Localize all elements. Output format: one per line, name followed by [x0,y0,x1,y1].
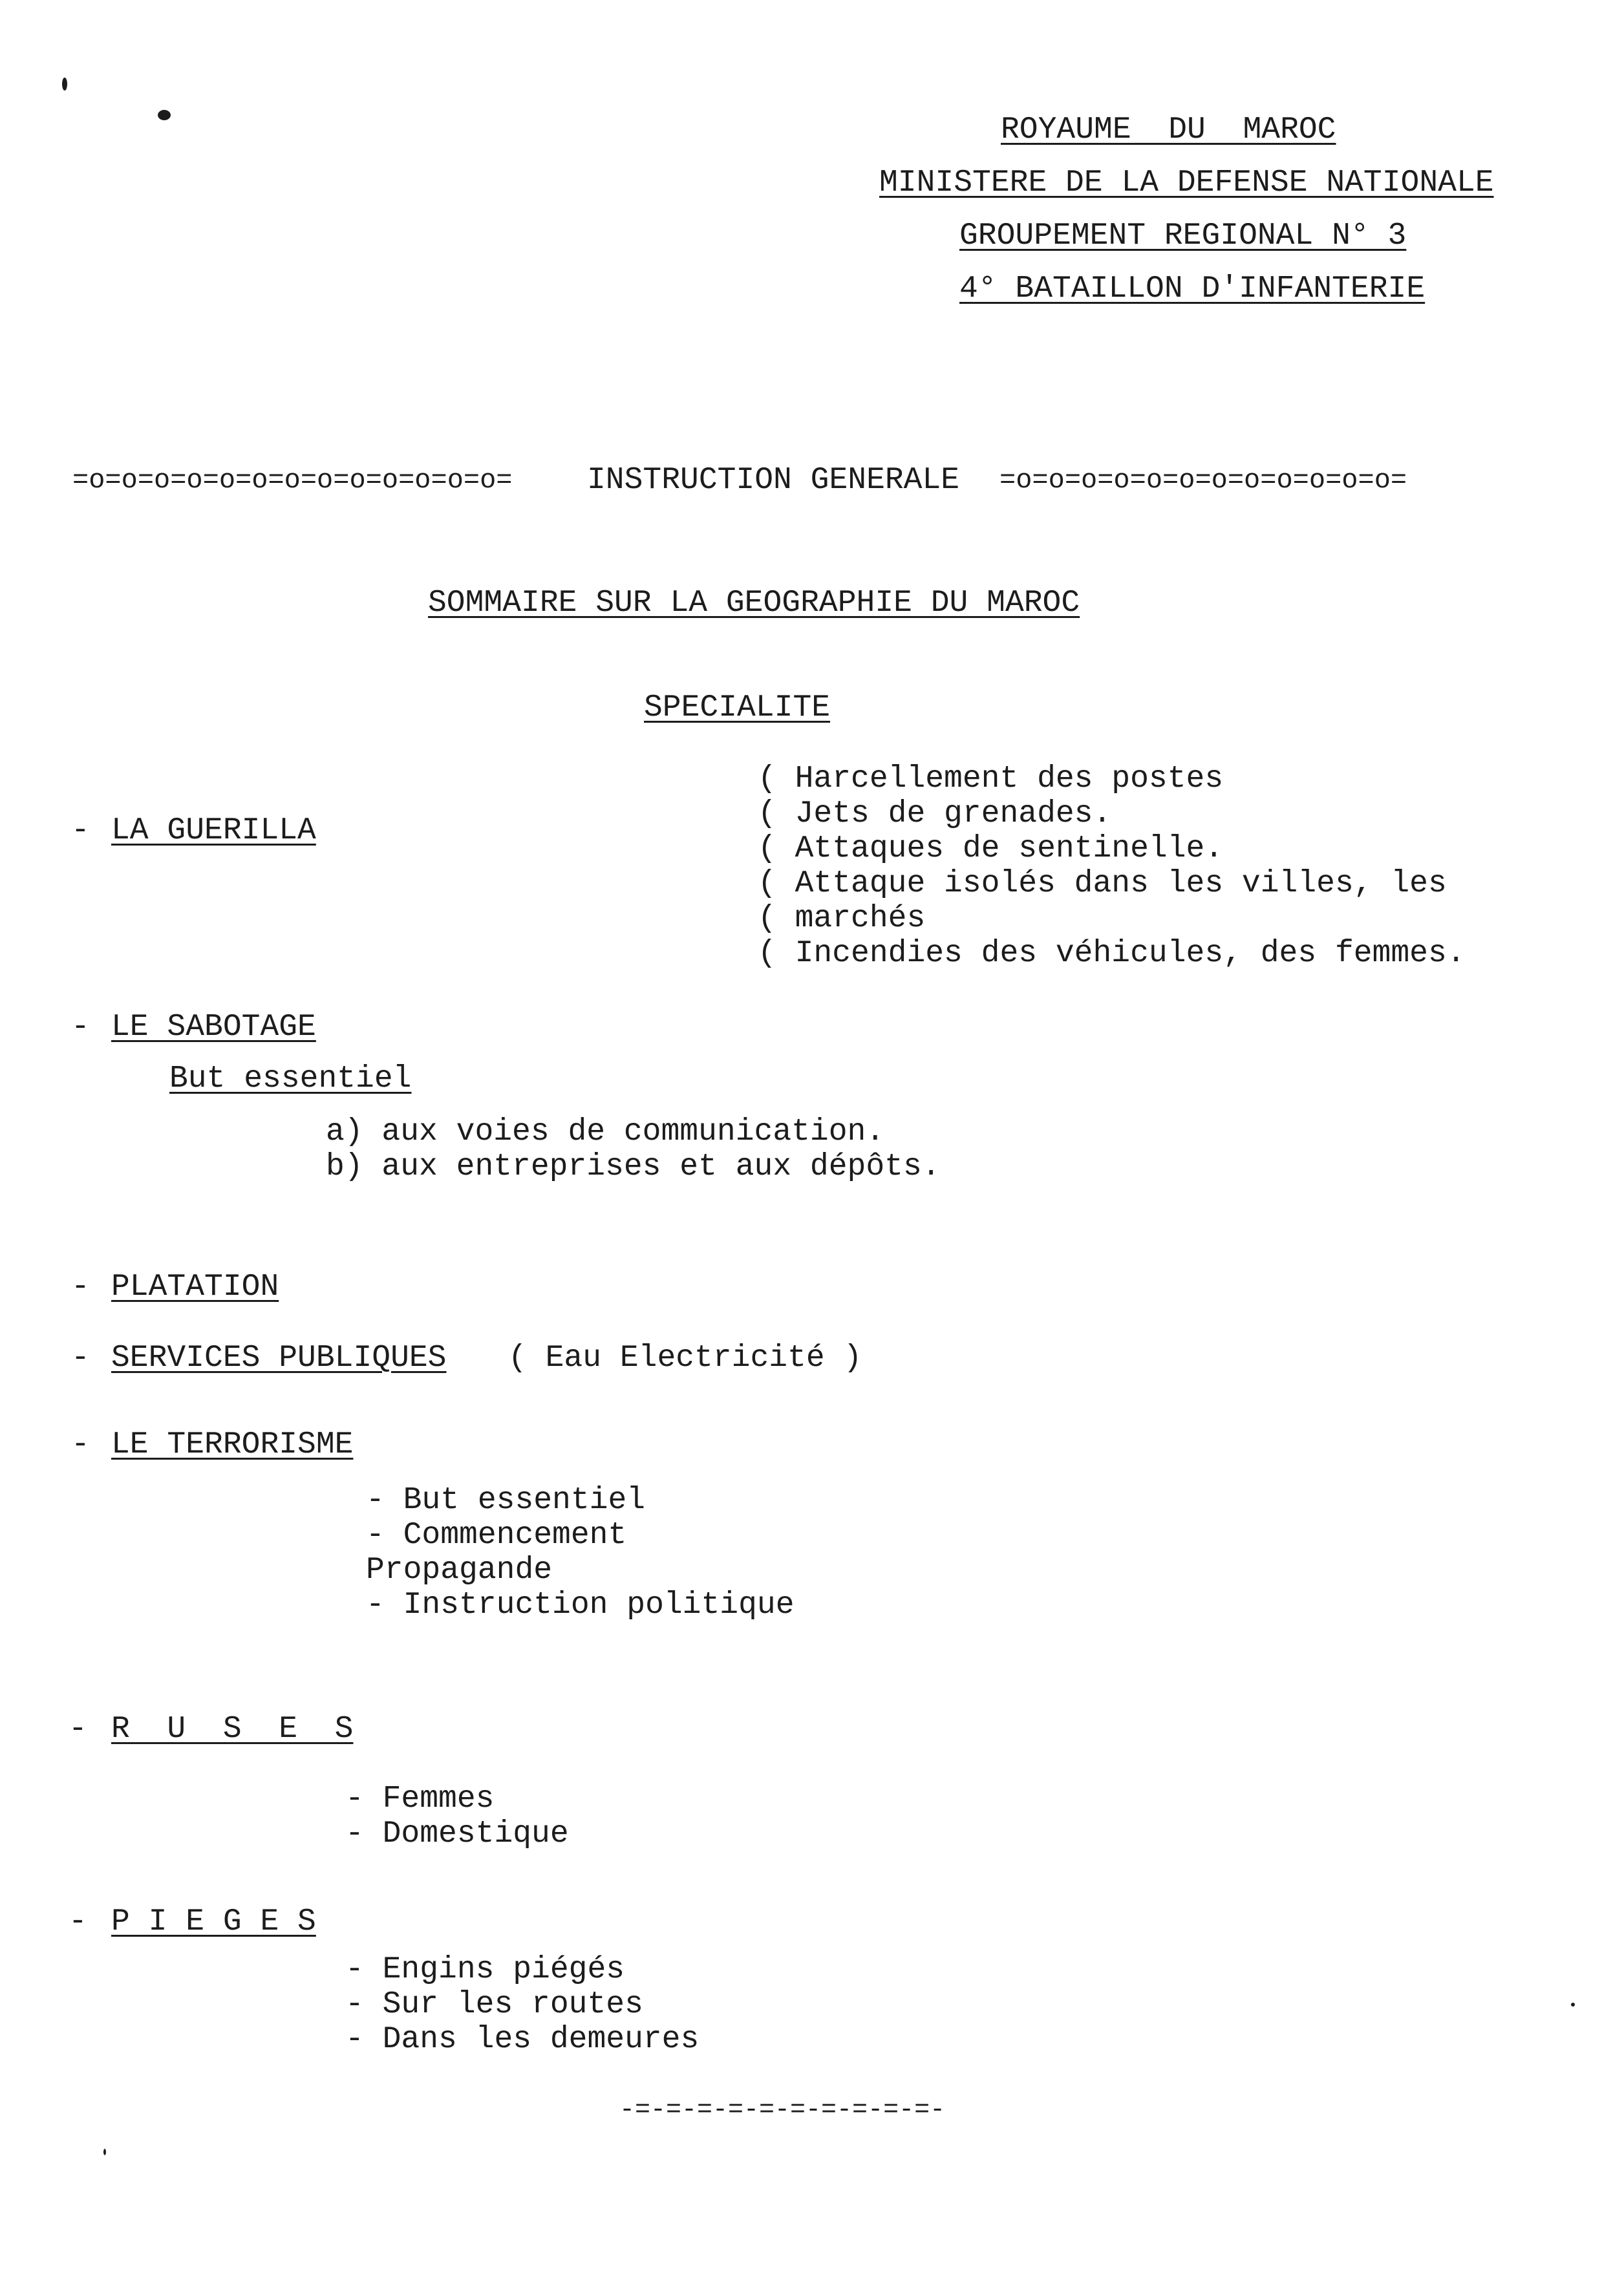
guerilla-item: ( marchés [758,901,926,936]
pieges-item: - Sur les routes [345,1987,643,2022]
pieges-title: P I E G E S [111,1904,316,1939]
guerilla-item: ( Attaques de sentinelle. [758,831,1224,866]
platation-title: PLATATION [111,1270,279,1305]
guerilla-item: ( Jets de grenades. [758,796,1112,831]
ruses-item: - Domestique [345,1816,569,1851]
pieges-item: - Dans les demeures [345,2022,700,2057]
terrorisme-title: LE TERRORISME [111,1427,354,1462]
header-ministry: MINISTERE DE LA DEFENSE NATIONALE [879,165,1494,200]
sabotage-dash: - [71,1010,90,1045]
sabotage-title: LE SABOTAGE [111,1010,316,1045]
banner-left-rule: =o=o=o=o=o=o=o=o=o=o=o=o=o= [72,465,513,496]
guerilla-title: LA GUERILLA [111,813,316,848]
sabotage-item: a) aux voies de communication. [326,1114,885,1149]
terrorisme-item: - But essentiel [366,1483,646,1518]
banner-title: INSTRUCTION GENERALE [587,463,960,498]
guerilla-dash: - [71,813,90,848]
guerilla-item: ( Attaque isolés dans les villes, les [758,866,1447,901]
pieges-item: - Engins piégés [345,1952,625,1987]
sabotage-item: b) aux entreprises et aux dépôts. [326,1149,941,1184]
scan-speck [1571,2003,1575,2007]
ruses-item: - Femmes [345,1782,495,1816]
footer-rule: -=-=-=-=-=-=-=-=-=-=- [619,2096,946,2125]
scan-speck [158,110,171,120]
platation-dash: - [71,1270,90,1305]
terrorisme-item: Propagande [366,1553,553,1588]
header-group: GROUPEMENT REGIONAL N° 3 [959,218,1407,253]
terrorisme-item: - Instruction politique [366,1588,795,1623]
banner-right-rule: =o=o=o=o=o=o=o=o=o=o=o=o= [999,465,1407,496]
header-kingdom: ROYAUME DU MAROC [1001,112,1336,147]
ruses-dash: - [69,1712,87,1747]
ruses-list [345,1782,569,1851]
services-dash: - [71,1341,90,1376]
pieges-list [345,1952,699,2057]
services-note: ( Eau Electricité ) [508,1341,862,1376]
pieges-dash: - [69,1904,87,1939]
guerilla-list [758,762,1466,971]
guerilla-item: ( Harcellement des postes [758,762,1224,796]
ruses-title: R U S E S [111,1712,354,1747]
guerilla-item: ( Incendies des véhicules, des femmes. [758,936,1466,971]
document-subtitle: SOMMAIRE SUR LA GEOGRAPHIE DU MAROC [428,586,1080,621]
terrorisme-list [366,1483,795,1623]
specialite-heading: SPECIALITE [644,690,831,725]
terrorisme-item: - Commencement [366,1518,627,1553]
scan-speck [103,2149,106,2155]
terrorisme-dash: - [71,1427,90,1462]
header-battalion: 4° BATAILLON D'INFANTERIE [959,272,1426,306]
services-title: SERVICES PUBLIQUES [111,1341,447,1376]
sabotage-list [326,1114,941,1184]
sabotage-subtitle: But essentiel [169,1061,412,1096]
scan-speck [62,78,67,91]
